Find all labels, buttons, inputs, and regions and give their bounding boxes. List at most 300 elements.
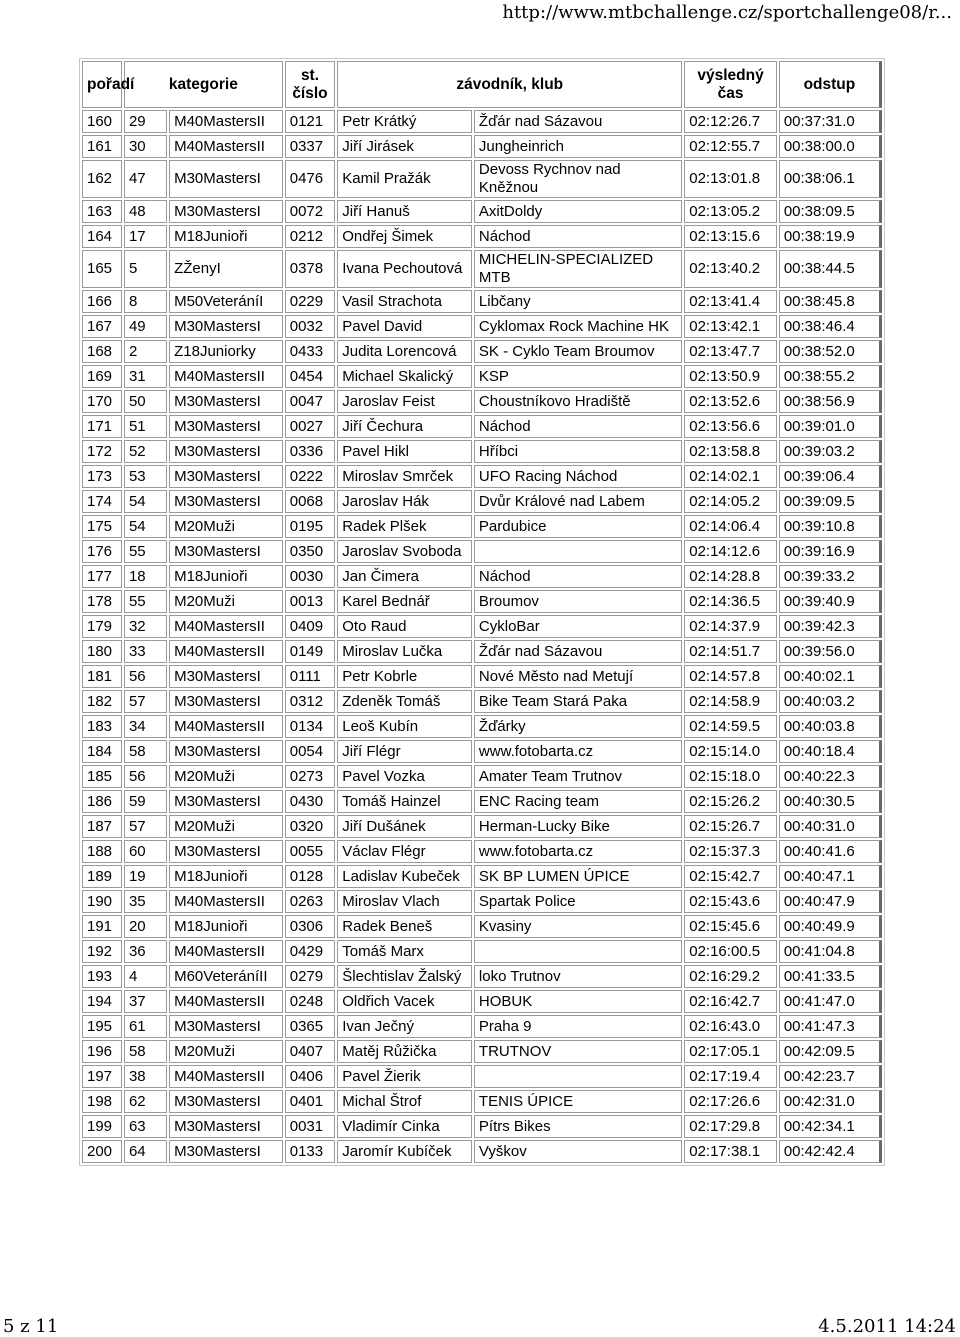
cell-category-rank: 50 <box>124 390 167 413</box>
cell-position: 192 <box>82 940 122 963</box>
cell-rider-name: Jaroslav Hák <box>337 490 472 513</box>
cell-rider-name: Matěj Růžička <box>337 1040 472 1063</box>
cell-position: 161 <box>82 135 122 158</box>
cell-start-number: 0454 <box>285 365 336 388</box>
cell-category: M30MastersI <box>169 490 283 513</box>
cell-category: M50VeteráníI <box>169 290 283 313</box>
cell-category-rank: 55 <box>124 540 167 563</box>
cell-gap: 00:42:09.5 <box>779 1040 882 1063</box>
cell-category-rank: 56 <box>124 665 167 688</box>
cell-category: M40MastersII <box>169 615 283 638</box>
cell-club: SK BP LUMEN ÚPICE <box>474 865 682 888</box>
cell-category-rank: 2 <box>124 340 167 363</box>
cell-position: 183 <box>82 715 122 738</box>
cell-category: M18Junioři <box>169 565 283 588</box>
cell-position: 179 <box>82 615 122 638</box>
table-row <box>82 815 882 838</box>
table-row <box>82 1115 882 1138</box>
cell-category-rank: 62 <box>124 1090 167 1113</box>
cell-finish-time: 02:17:19.4 <box>684 1065 777 1088</box>
cell-category-rank: 29 <box>124 110 167 133</box>
cell-gap: 00:39:09.5 <box>779 490 882 513</box>
table-row <box>82 890 882 913</box>
cell-club: Libčany <box>474 290 682 313</box>
cell-gap: 00:38:55.2 <box>779 365 882 388</box>
cell-category: M40MastersII <box>169 990 283 1013</box>
cell-position: 200 <box>82 1140 122 1163</box>
cell-club: MICHELIN-SPECIALIZED MTB <box>474 250 682 288</box>
cell-category-rank: 53 <box>124 465 167 488</box>
cell-category: M30MastersI <box>169 790 283 813</box>
cell-category: M18Junioři <box>169 915 283 938</box>
cell-rider-name: Jiří Čechura <box>337 415 472 438</box>
table-row <box>82 665 882 688</box>
table-row <box>82 640 882 663</box>
cell-category: M30MastersI <box>169 315 283 338</box>
cell-finish-time: 02:14:58.9 <box>684 690 777 713</box>
cell-club: Choustníkovo Hradiště <box>474 390 682 413</box>
cell-club: Žďár nad Sázavou <box>474 110 682 133</box>
cell-gap: 00:41:47.3 <box>779 1015 882 1038</box>
cell-rider-name: Jiří Flégr <box>337 740 472 763</box>
cell-start-number: 0222 <box>285 465 336 488</box>
cell-position: 191 <box>82 915 122 938</box>
cell-category-rank: 60 <box>124 840 167 863</box>
table-row <box>82 365 882 388</box>
cell-category-rank: 34 <box>124 715 167 738</box>
cell-finish-time: 02:12:26.7 <box>684 110 777 133</box>
table-row <box>82 1040 882 1063</box>
cell-category: M40MastersII <box>169 365 283 388</box>
table-row <box>82 490 882 513</box>
table-row <box>82 840 882 863</box>
cell-category: M30MastersI <box>169 390 283 413</box>
cell-start-number: 0407 <box>285 1040 336 1063</box>
cell-position: 194 <box>82 990 122 1013</box>
cell-category: M40MastersII <box>169 940 283 963</box>
cell-category-rank: 8 <box>124 290 167 313</box>
cell-club: Pítrs Bikes <box>474 1115 682 1138</box>
cell-club: Spartak Police <box>474 890 682 913</box>
cell-gap: 00:38:52.0 <box>779 340 882 363</box>
cell-gap: 00:38:00.0 <box>779 135 882 158</box>
cell-position: 174 <box>82 490 122 513</box>
cell-start-number: 0030 <box>285 565 336 588</box>
table-row <box>82 290 882 313</box>
cell-club: Devoss Rychnov nad Kněžnou <box>474 160 682 198</box>
cell-club: Amater Team Trutnov <box>474 765 682 788</box>
cell-rider-name: Pavel Vozka <box>337 765 472 788</box>
cell-club <box>474 1065 682 1088</box>
cell-start-number: 0031 <box>285 1115 336 1138</box>
cell-position: 190 <box>82 890 122 913</box>
cell-category: M30MastersI <box>169 160 283 198</box>
cell-start-number: 0032 <box>285 315 336 338</box>
table-row <box>82 1140 882 1163</box>
header-poradi: pořadí <box>82 61 122 108</box>
cell-category: M18Junioři <box>169 225 283 248</box>
cell-start-number: 0312 <box>285 690 336 713</box>
cell-category-rank: 5 <box>124 250 167 288</box>
cell-club: Cyklomax Rock Machine HK <box>474 315 682 338</box>
cell-club: Kvasiny <box>474 915 682 938</box>
cell-position: 197 <box>82 1065 122 1088</box>
print-timestamp: 4.5.2011 14:24 <box>818 1316 956 1337</box>
cell-position: 180 <box>82 640 122 663</box>
results-table <box>79 58 885 1166</box>
cell-category-rank: 31 <box>124 365 167 388</box>
cell-position: 184 <box>82 740 122 763</box>
cell-position: 189 <box>82 865 122 888</box>
cell-position: 175 <box>82 515 122 538</box>
cell-gap: 00:40:18.4 <box>779 740 882 763</box>
cell-gap: 00:42:23.7 <box>779 1065 882 1088</box>
cell-start-number: 0430 <box>285 790 336 813</box>
cell-finish-time: 02:16:29.2 <box>684 965 777 988</box>
cell-finish-time: 02:13:05.2 <box>684 200 777 223</box>
cell-category-rank: 64 <box>124 1140 167 1163</box>
cell-rider-name: Petr Krátký <box>337 110 472 133</box>
cell-start-number: 0406 <box>285 1065 336 1088</box>
cell-start-number: 0212 <box>285 225 336 248</box>
cell-position: 182 <box>82 690 122 713</box>
cell-finish-time: 02:16:42.7 <box>684 990 777 1013</box>
cell-category: M40MastersII <box>169 640 283 663</box>
cell-rider-name: Vasil Strachota <box>337 290 472 313</box>
cell-finish-time: 02:14:57.8 <box>684 665 777 688</box>
cell-category-rank: 33 <box>124 640 167 663</box>
cell-start-number: 0134 <box>285 715 336 738</box>
header-odstup: odstup <box>779 61 882 108</box>
cell-finish-time: 02:13:52.6 <box>684 390 777 413</box>
cell-category-rank: 32 <box>124 615 167 638</box>
table-header-row <box>82 61 882 108</box>
cell-gap: 00:40:47.1 <box>779 865 882 888</box>
table-row <box>82 225 882 248</box>
table-row <box>82 1015 882 1038</box>
table-row <box>82 1065 882 1088</box>
cell-start-number: 0337 <box>285 135 336 158</box>
cell-club: TRUTNOV <box>474 1040 682 1063</box>
cell-position: 176 <box>82 540 122 563</box>
cell-gap: 00:38:19.9 <box>779 225 882 248</box>
cell-gap: 00:40:30.5 <box>779 790 882 813</box>
cell-finish-time: 02:14:06.4 <box>684 515 777 538</box>
cell-gap: 00:42:34.1 <box>779 1115 882 1138</box>
cell-position: 185 <box>82 765 122 788</box>
cell-start-number: 0068 <box>285 490 336 513</box>
cell-category: M20Muži <box>169 515 283 538</box>
cell-position: 163 <box>82 200 122 223</box>
cell-finish-time: 02:13:42.1 <box>684 315 777 338</box>
cell-gap: 00:38:09.5 <box>779 200 882 223</box>
cell-rider-name: Jaromír Kubíček <box>337 1140 472 1163</box>
cell-gap: 00:40:03.8 <box>779 715 882 738</box>
cell-position: 168 <box>82 340 122 363</box>
cell-start-number: 0401 <box>285 1090 336 1113</box>
cell-gap: 00:40:22.3 <box>779 765 882 788</box>
cell-club: SK - Cyklo Team Broumov <box>474 340 682 363</box>
cell-rider-name: Oldřich Vacek <box>337 990 472 1013</box>
table-row <box>82 790 882 813</box>
cell-start-number: 0013 <box>285 590 336 613</box>
cell-start-number: 0121 <box>285 110 336 133</box>
cell-category: M40MastersII <box>169 890 283 913</box>
cell-category: M30MastersI <box>169 440 283 463</box>
cell-rider-name: Ivan Ječný <box>337 1015 472 1038</box>
cell-club: Herman-Lucky Bike <box>474 815 682 838</box>
cell-finish-time: 02:14:59.5 <box>684 715 777 738</box>
cell-category-rank: 56 <box>124 765 167 788</box>
cell-category-rank: 35 <box>124 890 167 913</box>
cell-finish-time: 02:14:02.1 <box>684 465 777 488</box>
cell-position: 199 <box>82 1115 122 1138</box>
cell-category: M30MastersI <box>169 690 283 713</box>
header-kategorie: kategorie <box>124 61 283 108</box>
cell-category: M30MastersI <box>169 740 283 763</box>
cell-rider-name: Michal Štrof <box>337 1090 472 1113</box>
cell-category-rank: 48 <box>124 200 167 223</box>
cell-start-number: 0149 <box>285 640 336 663</box>
cell-club: Nové Město nad Metují <box>474 665 682 688</box>
table-row <box>82 990 882 1013</box>
header-url[interactable]: http://www.mtbchallenge.cz/sportchallenge08/r... <box>502 2 952 23</box>
cell-start-number: 0429 <box>285 940 336 963</box>
cell-gap: 00:38:45.8 <box>779 290 882 313</box>
cell-finish-time: 02:16:00.5 <box>684 940 777 963</box>
cell-finish-time: 02:15:42.7 <box>684 865 777 888</box>
cell-rider-name: Oto Raud <box>337 615 472 638</box>
table-row <box>82 915 882 938</box>
cell-club: TENIS ÚPICE <box>474 1090 682 1113</box>
cell-gap: 00:37:31.0 <box>779 110 882 133</box>
cell-rider-name: Miroslav Smrček <box>337 465 472 488</box>
cell-category: M30MastersI <box>169 840 283 863</box>
cell-position: 195 <box>82 1015 122 1038</box>
table-row <box>82 315 882 338</box>
cell-category-rank: 4 <box>124 965 167 988</box>
cell-start-number: 0047 <box>285 390 336 413</box>
cell-rider-name: Michael Skalický <box>337 365 472 388</box>
cell-finish-time: 02:13:56.6 <box>684 415 777 438</box>
table-row <box>82 765 882 788</box>
table-body <box>82 110 882 1163</box>
table-row <box>82 340 882 363</box>
cell-rider-name: Jaroslav Feist <box>337 390 472 413</box>
cell-finish-time: 02:13:01.8 <box>684 160 777 198</box>
cell-club: Žďár nad Sázavou <box>474 640 682 663</box>
cell-finish-time: 02:15:45.6 <box>684 915 777 938</box>
cell-position: 177 <box>82 565 122 588</box>
cell-category-rank: 47 <box>124 160 167 198</box>
cell-gap: 00:38:46.4 <box>779 315 882 338</box>
cell-start-number: 0133 <box>285 1140 336 1163</box>
cell-rider-name: Jiří Jirásek <box>337 135 472 158</box>
cell-rider-name: Radek Plšek <box>337 515 472 538</box>
table-row <box>82 965 882 988</box>
cell-club: loko Trutnov <box>474 965 682 988</box>
cell-position: 169 <box>82 365 122 388</box>
cell-start-number: 0027 <box>285 415 336 438</box>
cell-position: 162 <box>82 160 122 198</box>
cell-finish-time: 02:15:18.0 <box>684 765 777 788</box>
cell-finish-time: 02:13:40.2 <box>684 250 777 288</box>
cell-category: M30MastersI <box>169 415 283 438</box>
table-row <box>82 715 882 738</box>
cell-category-rank: 58 <box>124 1040 167 1063</box>
cell-start-number: 0306 <box>285 915 336 938</box>
cell-position: 160 <box>82 110 122 133</box>
cell-rider-name: Pavel David <box>337 315 472 338</box>
cell-category-rank: 51 <box>124 415 167 438</box>
cell-rider-name: Pavel Žierik <box>337 1065 472 1088</box>
cell-club <box>474 540 682 563</box>
cell-rider-name: Ondřej Šimek <box>337 225 472 248</box>
cell-start-number: 0055 <box>285 840 336 863</box>
cell-finish-time: 02:15:26.7 <box>684 815 777 838</box>
cell-finish-time: 02:14:51.7 <box>684 640 777 663</box>
cell-category: M30MastersI <box>169 1115 283 1138</box>
table-row <box>82 110 882 133</box>
table-row <box>82 940 882 963</box>
cell-position: 165 <box>82 250 122 288</box>
cell-rider-name: Jiří Dušánek <box>337 815 472 838</box>
cell-category: M20Muži <box>169 1040 283 1063</box>
cell-finish-time: 02:15:37.3 <box>684 840 777 863</box>
cell-gap: 00:39:03.2 <box>779 440 882 463</box>
cell-finish-time: 02:15:14.0 <box>684 740 777 763</box>
cell-category: M20Muži <box>169 590 283 613</box>
cell-category: M40MastersII <box>169 715 283 738</box>
cell-start-number: 0229 <box>285 290 336 313</box>
header-st-cislo: st. číslo <box>285 61 336 108</box>
cell-gap: 00:40:02.1 <box>779 665 882 688</box>
cell-finish-time: 02:13:47.7 <box>684 340 777 363</box>
table-row <box>82 515 882 538</box>
table-row <box>82 590 882 613</box>
cell-category: M30MastersI <box>169 1140 283 1163</box>
cell-gap: 00:41:47.0 <box>779 990 882 1013</box>
cell-category: M20Muži <box>169 815 283 838</box>
cell-category-rank: 18 <box>124 565 167 588</box>
cell-category: M30MastersI <box>169 465 283 488</box>
cell-finish-time: 02:14:05.2 <box>684 490 777 513</box>
table-row <box>82 415 882 438</box>
cell-rider-name: Judita Lorencová <box>337 340 472 363</box>
cell-rider-name: Ivana Pechoutová <box>337 250 472 288</box>
cell-gap: 00:39:06.4 <box>779 465 882 488</box>
cell-start-number: 0433 <box>285 340 336 363</box>
cell-gap: 00:40:41.6 <box>779 840 882 863</box>
cell-gap: 00:41:04.8 <box>779 940 882 963</box>
cell-category-rank: 20 <box>124 915 167 938</box>
cell-gap: 00:42:31.0 <box>779 1090 882 1113</box>
cell-position: 170 <box>82 390 122 413</box>
cell-gap: 00:40:47.9 <box>779 890 882 913</box>
cell-rider-name: Radek Beneš <box>337 915 472 938</box>
table-row <box>82 1090 882 1113</box>
cell-club: Náchod <box>474 225 682 248</box>
cell-start-number: 0350 <box>285 540 336 563</box>
cell-start-number: 0320 <box>285 815 336 838</box>
cell-category-rank: 17 <box>124 225 167 248</box>
cell-club: Vyškov <box>474 1140 682 1163</box>
cell-start-number: 0128 <box>285 865 336 888</box>
cell-category: M18Junioři <box>169 865 283 888</box>
cell-gap: 00:40:49.9 <box>779 915 882 938</box>
cell-position: 164 <box>82 225 122 248</box>
cell-start-number: 0279 <box>285 965 336 988</box>
cell-position: 171 <box>82 415 122 438</box>
cell-club: KSP <box>474 365 682 388</box>
results-table-container <box>79 58 885 1166</box>
cell-finish-time: 02:15:26.2 <box>684 790 777 813</box>
cell-club: Jungheinrich <box>474 135 682 158</box>
cell-finish-time: 02:17:26.6 <box>684 1090 777 1113</box>
cell-start-number: 0273 <box>285 765 336 788</box>
cell-start-number: 0409 <box>285 615 336 638</box>
cell-gap: 00:38:06.1 <box>779 160 882 198</box>
cell-category: M30MastersI <box>169 1015 283 1038</box>
cell-start-number: 0365 <box>285 1015 336 1038</box>
cell-position: 172 <box>82 440 122 463</box>
cell-category-rank: 19 <box>124 865 167 888</box>
header-zavodnik-klub: závodník, klub <box>337 61 682 108</box>
cell-gap: 00:39:33.2 <box>779 565 882 588</box>
cell-finish-time: 02:17:38.1 <box>684 1140 777 1163</box>
cell-finish-time: 02:14:28.8 <box>684 565 777 588</box>
cell-finish-time: 02:13:58.8 <box>684 440 777 463</box>
cell-finish-time: 02:13:50.9 <box>684 365 777 388</box>
cell-gap: 00:38:44.5 <box>779 250 882 288</box>
cell-start-number: 0111 <box>285 665 336 688</box>
cell-category-rank: 54 <box>124 490 167 513</box>
cell-category-rank: 57 <box>124 690 167 713</box>
cell-finish-time: 02:13:15.6 <box>684 225 777 248</box>
cell-finish-time: 02:12:55.7 <box>684 135 777 158</box>
cell-club: CykloBar <box>474 615 682 638</box>
cell-gap: 00:39:42.3 <box>779 615 882 638</box>
cell-rider-name: Leoš Kubín <box>337 715 472 738</box>
cell-finish-time: 02:17:05.1 <box>684 1040 777 1063</box>
cell-start-number: 0195 <box>285 515 336 538</box>
table-row <box>82 540 882 563</box>
cell-rider-name: Tomáš Marx <box>337 940 472 963</box>
cell-gap: 00:40:03.2 <box>779 690 882 713</box>
cell-category: M30MastersI <box>169 200 283 223</box>
cell-category: Z18Juniorky <box>169 340 283 363</box>
cell-category: M40MastersII <box>169 135 283 158</box>
cell-rider-name: Zdeněk Tomáš <box>337 690 472 713</box>
table-row <box>82 690 882 713</box>
cell-position: 193 <box>82 965 122 988</box>
header-vysledny-cas: výsledný čas <box>684 61 777 108</box>
cell-club: AxitDoldy <box>474 200 682 223</box>
page-counter: 5 z 11 <box>3 1316 59 1337</box>
cell-category: M60VeteráníII <box>169 965 283 988</box>
cell-finish-time: 02:17:29.8 <box>684 1115 777 1138</box>
cell-category-rank: 49 <box>124 315 167 338</box>
table-row <box>82 250 882 288</box>
cell-finish-time: 02:15:43.6 <box>684 890 777 913</box>
cell-start-number: 0054 <box>285 740 336 763</box>
cell-category-rank: 55 <box>124 590 167 613</box>
cell-club: Dvůr Králové nad Labem <box>474 490 682 513</box>
cell-position: 187 <box>82 815 122 838</box>
cell-finish-time: 02:14:12.6 <box>684 540 777 563</box>
table-row <box>82 740 882 763</box>
cell-start-number: 0248 <box>285 990 336 1013</box>
